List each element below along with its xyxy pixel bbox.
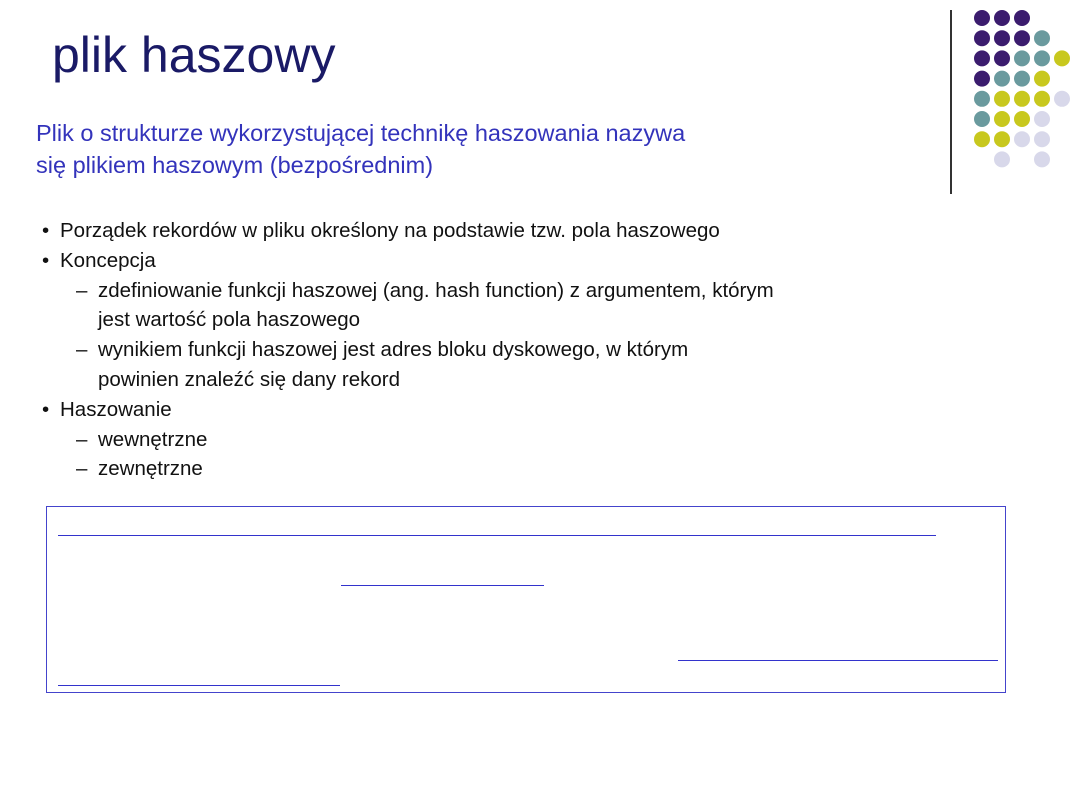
decorative-dot [1014,131,1030,147]
decorative-dot [1054,91,1070,107]
underline-4 [58,685,340,686]
sub-bullet-item [42,276,774,306]
decorative-dot [994,91,1010,107]
sub-bullet-continuation: powinien znaleźć się dany rekord [98,367,400,391]
underline-1 [58,535,936,536]
decorative-dot [1034,91,1050,107]
decorative-dot [1014,71,1030,87]
bullet-list [42,216,774,484]
sub-bullet-text: wynikiem funkcji haszowej jest adres bloku dyskowego, w którym [98,338,689,362]
bullet-item: • Porządek rekordów w pliku określony na podstawie tzw. pola haszowego [42,216,774,246]
decorative-dot [994,71,1010,87]
sub-bullet-item [42,454,774,484]
decorative-dot [994,131,1010,147]
decorative-dot [974,131,990,147]
slide-title: plik haszowy [52,27,336,83]
dash-marker: – [76,278,88,302]
dash-marker: – [76,457,88,481]
decorative-dot [1014,50,1030,66]
subtitle-line-2: się plikiem haszowym (bezpośrednim) [36,152,434,178]
decorative-dot [1034,71,1050,87]
sub-bullet-text: zdefiniowanie funkcji haszowej (ang. hash function) z argumentem, którym [98,278,774,302]
decorative-dot [974,111,990,127]
vertical-divider [950,10,952,194]
decorative-dot [974,71,990,87]
sub-bullet-item [42,425,774,455]
decorative-dot [1034,111,1050,127]
decorative-dot-grid [0,0,1080,200]
decorative-dot [994,10,1010,26]
decorative-dot [974,10,990,26]
decorative-dot [1014,111,1030,127]
decorative-dot [1034,151,1050,167]
bullet-item: • Koncepcja [42,246,774,276]
sub-bullet-item [42,335,774,365]
decorative-dot [1054,50,1070,66]
decorative-dot [994,50,1010,66]
decorative-dot [994,111,1010,127]
decorative-dot [1034,131,1050,147]
decorative-dot [1034,50,1050,66]
subtitle-line-1: Plik o strukturze wykorzystującej technikę haszowania nazywa [36,120,686,146]
decorative-dot [974,50,990,66]
dash-marker: – [76,427,88,451]
decorative-dot [994,30,1010,46]
decorative-dot [1014,91,1030,107]
dash-marker: – [76,338,88,362]
sub-bullet-continuation: jest wartość pola haszowego [98,308,361,332]
underline-3 [678,660,998,661]
decorative-dot [1014,30,1030,46]
sub-bullet-text: zewnętrzne [98,457,203,481]
decorative-dot [994,151,1010,167]
decorative-dot [1034,30,1050,46]
decorative-dot [1014,10,1030,26]
decorative-dot [974,30,990,46]
underline-2 [341,585,544,586]
bullet-item: • Haszowanie [42,395,774,425]
sub-bullet-text: wewnętrzne [98,427,208,451]
decorative-dot [974,91,990,107]
